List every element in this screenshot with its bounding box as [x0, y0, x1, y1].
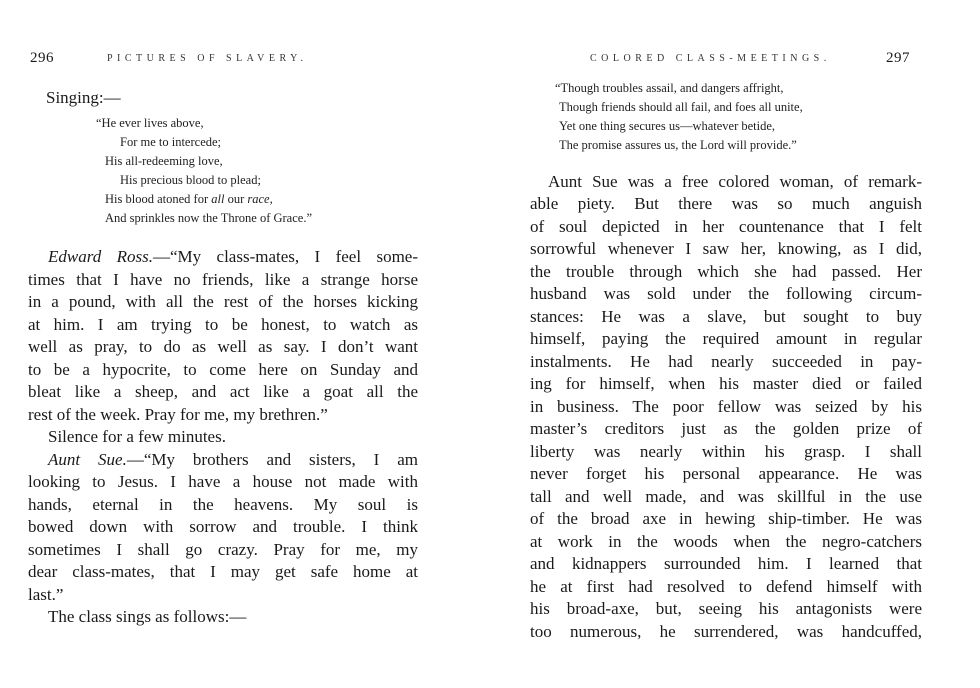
verse-line: “He ever lives above, — [96, 116, 204, 130]
text-line: stances: He was a slave, but sought to buy — [530, 307, 922, 326]
text-line: last.” — [28, 585, 64, 604]
speaker-name: Edward Ross. — [48, 247, 153, 266]
text-line: well as pray, to do as well as say. I don’t want — [28, 337, 418, 356]
text-line: in a pound, with all the rest of the horses kicking — [28, 292, 418, 311]
verse-line: His precious blood to plead; — [120, 173, 261, 187]
text-line: never forget his personal appearance. He was — [530, 464, 922, 483]
text-line: and kidnappers surrounded him. I learned that — [530, 554, 922, 573]
verse-line: His all-redeeming love, — [105, 154, 223, 168]
right-page — [490, 0, 980, 688]
text-line: looking to Jesus. I have a house not made with — [28, 472, 418, 491]
verse-line: Yet one thing secures us—whatever betide, — [559, 119, 776, 133]
running-head: COLORED CLASS-MEETINGS. — [590, 53, 831, 64]
text-line: at work in the woods when the negro-catchers — [530, 532, 922, 551]
verse-line: The promise assures us, the Lord will provide.” — [559, 138, 797, 152]
text-line: hands, eternal in the heavens. My soul is — [28, 495, 418, 514]
text-line: rest of the week. Pray for me, my brethren.” — [28, 405, 328, 424]
text-line: times that I have no friends, like a strange horse — [28, 270, 418, 289]
text-line: ing for himself, when his master died or failed — [530, 374, 922, 393]
text-line: himself, paying the required amount in regular — [530, 329, 922, 348]
singing-label: Singing:— — [46, 88, 121, 107]
text-line: tall and well made, and was skillful in the use — [530, 487, 922, 506]
page-number: 296 — [30, 50, 54, 66]
text-line: Aunt Sue was a free colored woman, of remark- — [548, 172, 922, 191]
text-line: in business. The poor fellow was seized by his — [530, 397, 922, 416]
text-line: of soul depicted in her countenance that I felt — [530, 217, 922, 236]
text-line: he at first had resolved to defend himself with — [530, 577, 922, 596]
speaker-name: Aunt Sue. — [48, 450, 127, 469]
text-line: able piety. But there was so much anguish — [530, 194, 922, 213]
text-line: dear class-mates, that I may get safe home at — [28, 562, 418, 581]
text-line: his broad-axe, but, seeing his antagonists were — [530, 599, 922, 618]
verse-line: His blood atoned for all our race, — [105, 192, 273, 206]
class-sings-line: The class sings as follows:— — [48, 607, 247, 626]
text-line: to be a hypocrite, to come here on Sunday and — [28, 360, 418, 379]
verse-line: For me to intercede; — [120, 135, 222, 149]
verse-line: “Though troubles assail, and dangers affright, — [555, 81, 784, 95]
text-line: of the broad axe in hewing ship-timber. He was — [530, 509, 922, 528]
text-line: too numerous, he surrendered, was handcuffed, — [530, 622, 922, 641]
verse-line: And sprinkles now the Throne of Grace.” — [105, 211, 313, 225]
text-line: master’s creditors just as the golden prize of — [530, 419, 922, 438]
verse-line: Though friends should all fail, and foes all unite, — [559, 100, 803, 114]
text-line: husband was sold under the following circum- — [530, 284, 922, 303]
page-number: 297 — [886, 50, 910, 66]
text-line: instalments. He had nearly succeeded in pay- — [530, 352, 922, 371]
text-line: bowed down with sorrow and trouble. I think — [28, 517, 418, 536]
text-line: Aunt Sue.—“My brothers and sisters, I am — [48, 450, 419, 469]
text-line: bleat like a sheep, and act like a goat all the — [28, 382, 418, 401]
text-line: the trouble through which she had passed. Her — [530, 262, 922, 281]
running-head: PICTURES OF SLAVERY. — [107, 53, 308, 64]
text-line: sometimes I shall go crazy. Pray for me, my — [28, 540, 418, 559]
text-line: sorrowful whenever I saw her, knowing, as I did, — [530, 239, 922, 258]
text-line: liberty was nearly within his grasp. I shall — [530, 442, 922, 461]
silence-note: Silence for a few minutes. — [48, 427, 226, 446]
text-line: Edward Ross.—“My class-mates, I feel some- — [48, 247, 418, 266]
text-line: at him. I am trying to be honest, to watch as — [28, 315, 418, 334]
